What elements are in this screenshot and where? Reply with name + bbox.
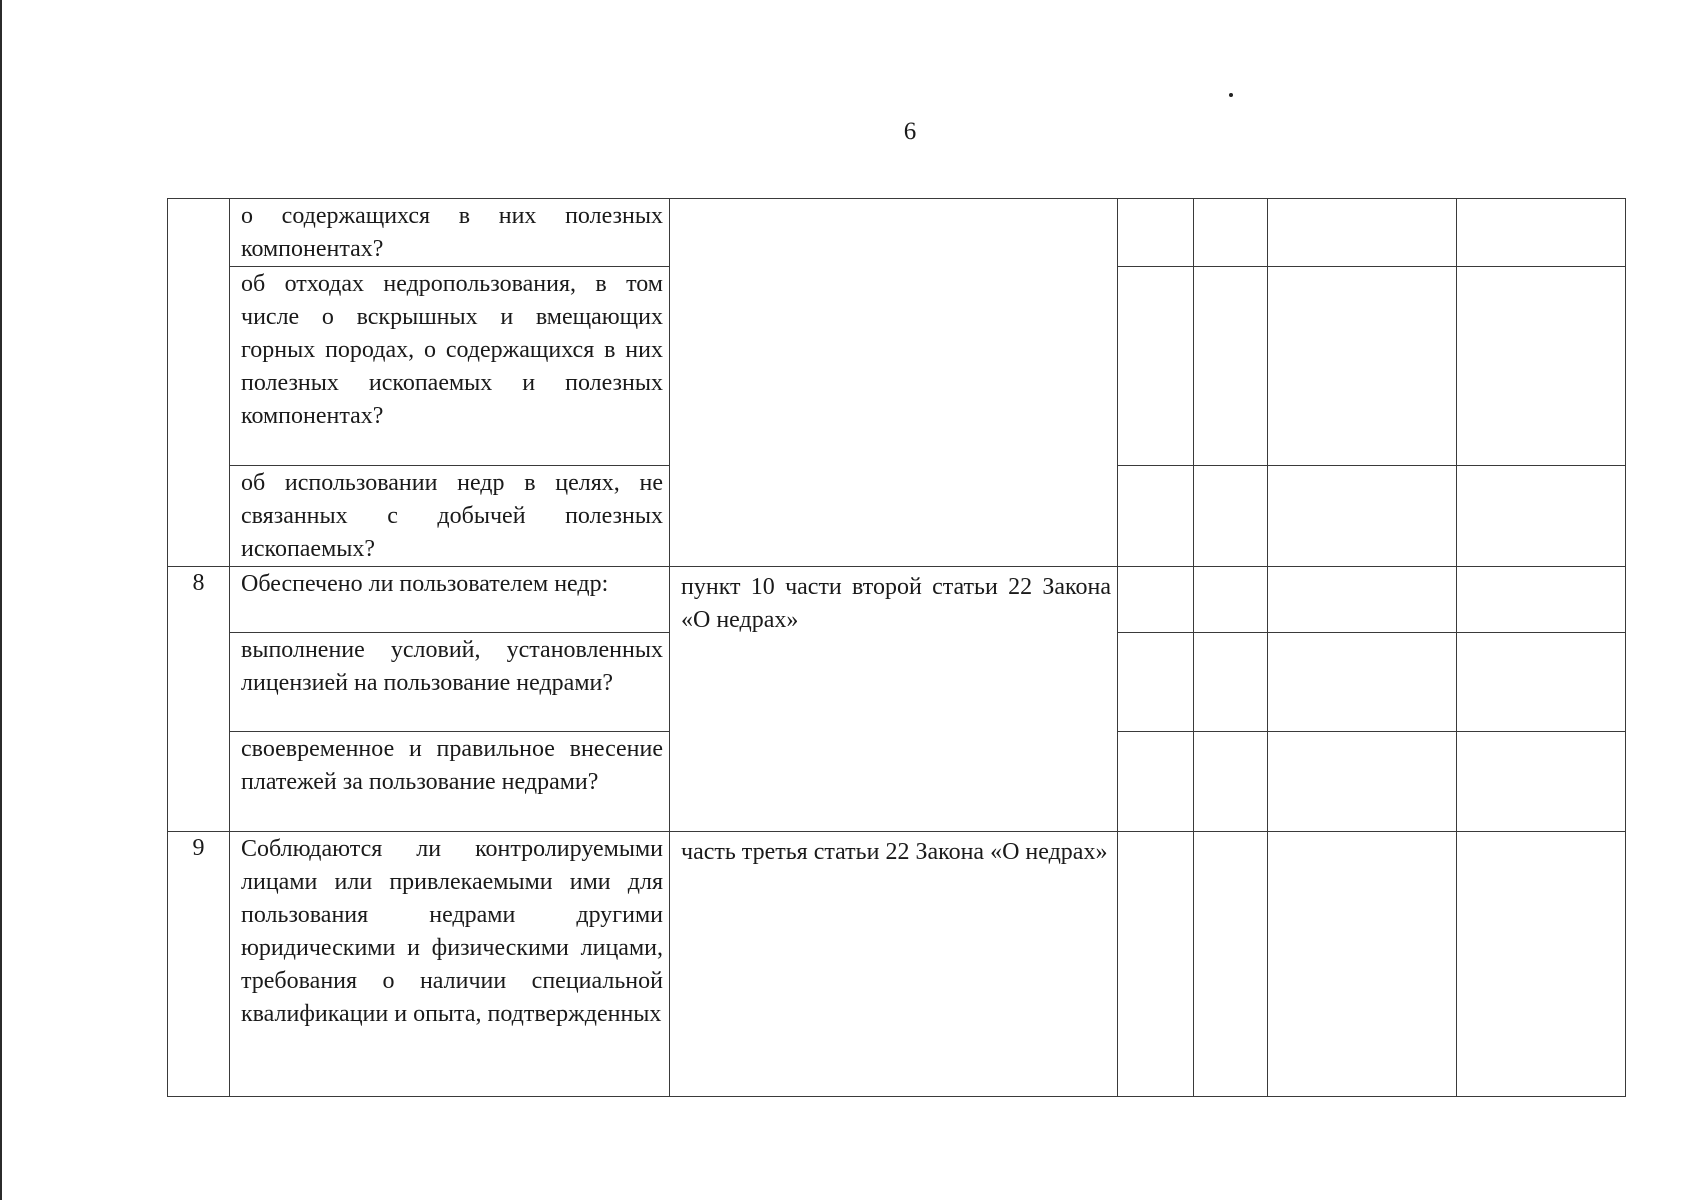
question-cell: Соблюдаются ли контролируемыми лицами или привлекаемыми ими для пользования недрами другими юридическими и физическими лицами, требования о наличии специальной квалификации и опыта, подтвержденных — [230, 832, 670, 1097]
answer-no-cell — [1194, 267, 1268, 466]
note-cell — [1457, 199, 1626, 267]
note-cell — [1457, 732, 1626, 832]
answer-no-cell — [1194, 732, 1268, 832]
not-applicable-cell — [1268, 466, 1457, 567]
checklist-table — [167, 198, 1626, 1097]
reference-cell: часть третья статьи 22 Закона «О недрах» — [670, 832, 1118, 1097]
row-number: 9 — [168, 832, 230, 1097]
answer-no-cell — [1194, 567, 1268, 633]
answer-yes-cell — [1118, 466, 1194, 567]
question-cell: Обеспечено ли пользователем недр: — [230, 567, 670, 633]
table-row — [168, 832, 1626, 1097]
answer-no-cell — [1194, 199, 1268, 267]
scan-edge — [0, 0, 2, 1200]
question-cell: выполнение условий, установленных лицензией на пользование недрами? — [230, 633, 670, 732]
row-number: 8 — [168, 567, 230, 832]
answer-yes-cell — [1118, 633, 1194, 732]
page-number: 6 — [903, 118, 917, 145]
note-cell — [1457, 567, 1626, 633]
not-applicable-cell — [1268, 633, 1457, 732]
question-cell: об отходах недропользования, в том числе о вскрышных и вмещающих горных породах, о содержащихся в них полезных ископаемых и полезных компонентах? — [230, 267, 670, 466]
question-cell: о содержащихся в них полезных компонентах? — [230, 199, 670, 267]
answer-yes-cell — [1118, 267, 1194, 466]
answer-no-cell — [1194, 466, 1268, 567]
not-applicable-cell — [1268, 732, 1457, 832]
answer-no-cell — [1194, 633, 1268, 732]
answer-yes-cell — [1118, 832, 1194, 1097]
note-cell — [1457, 466, 1626, 567]
not-applicable-cell — [1268, 832, 1457, 1097]
note-cell — [1457, 633, 1626, 732]
table-row — [168, 199, 1626, 267]
question-cell: об использовании недр в целях, не связанных с добычей полезных ископаемых? — [230, 466, 670, 567]
answer-yes-cell — [1118, 567, 1194, 633]
note-cell — [1457, 832, 1626, 1097]
note-cell — [1457, 267, 1626, 466]
not-applicable-cell — [1268, 267, 1457, 466]
not-applicable-cell — [1268, 199, 1457, 267]
answer-yes-cell — [1118, 199, 1194, 267]
reference-cell — [670, 199, 1118, 567]
table-row — [168, 567, 1626, 633]
not-applicable-cell — [1268, 567, 1457, 633]
question-cell: своевременное и правильное внесение платежей за пользование недрами? — [230, 732, 670, 832]
answer-no-cell — [1194, 832, 1268, 1097]
answer-yes-cell — [1118, 732, 1194, 832]
row-number — [168, 199, 230, 567]
scan-speck — [1229, 93, 1233, 97]
reference-cell: пункт 10 части второй статьи 22 Закона «О недрах» — [670, 567, 1118, 832]
